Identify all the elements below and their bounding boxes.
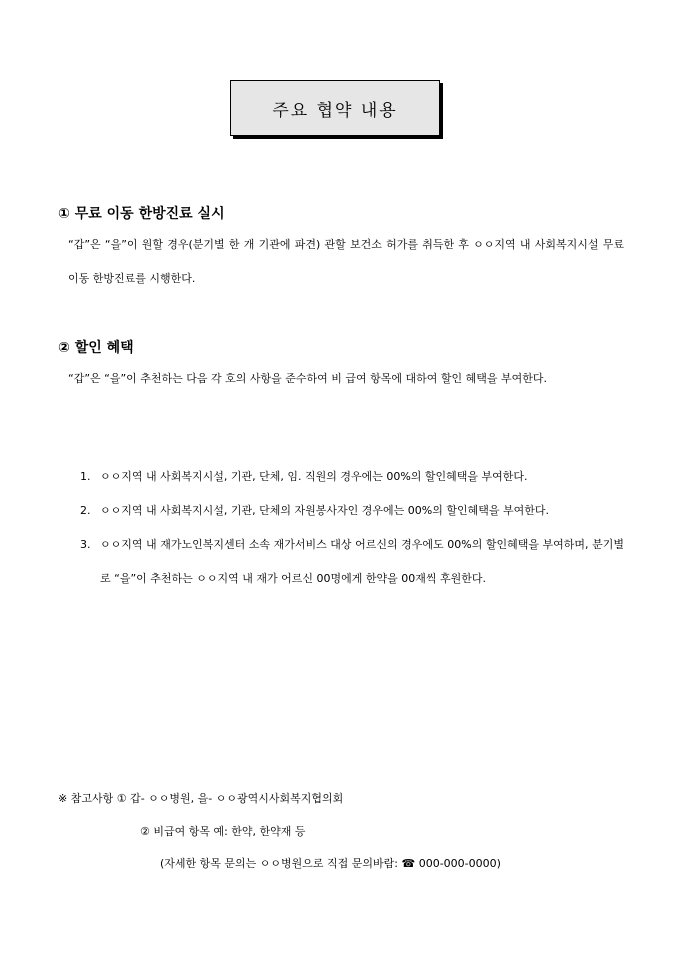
section1-heading: ① 무료 이동 한방진료 실시 bbox=[58, 206, 225, 222]
list-item-text: ㅇㅇ지역 내 사회복지시설, 기관, 단체, 임. 직원의 경우에는 00%의 할인혜택을 부여한다. bbox=[100, 470, 528, 483]
list-item-text: ㅇㅇ지역 내 재가노인복지센터 소속 재가서비스 대상 어르신의 경우에도 00%의 할인혜택을 부여하며, 분기별로 “을”이 추천하는 ㅇㅇ지역 내 재가 어르신 00명에게 한약을 00재씩 후원한다. bbox=[100, 538, 624, 585]
list-item bbox=[68, 528, 624, 596]
section2-heading: ② 할인 혜택 bbox=[58, 340, 134, 356]
reference-line-2: ② 비급여 항목 예: 한약, 한약재 등 bbox=[140, 825, 306, 838]
list-item-number: 1. bbox=[80, 470, 91, 483]
reference-line-1: ※ 참고사항 ① 갑- ㅇㅇ병원, 을- ㅇㅇ광역시사회복지협의회 bbox=[58, 792, 344, 805]
list-item-number: 2. bbox=[80, 504, 91, 517]
page-title: 주요 협약 내용 bbox=[230, 80, 440, 136]
section1-body: “갑”은 “을”이 원할 경우(분기별 한 개 기관에 파견) 관할 보건소 허가를 취득한 후 ㅇㅇ지역 내 사회복지시설 무료 이동 한방진료를 시행한다. bbox=[68, 238, 624, 285]
list-item-number: 3. bbox=[80, 538, 91, 551]
list-item bbox=[68, 494, 624, 528]
list-item-text: ㅇㅇ지역 내 사회복지시설, 기관, 단체의 자원봉사자인 경우에는 00%의 할인혜택을 부여한다. bbox=[100, 504, 549, 517]
section2-body: “갑”은 “을”이 추천하는 다음 각 호의 사항을 준수하여 비 급여 항목에 대하여 할인 혜택을 부여한다. bbox=[68, 372, 548, 385]
reference-line-3: (자세한 항목 문의는 ㅇㅇ병원으로 직접 문의바람: ☎ 000-000-0000) bbox=[160, 857, 501, 870]
list-item bbox=[68, 460, 624, 494]
benefit-list bbox=[68, 460, 624, 596]
